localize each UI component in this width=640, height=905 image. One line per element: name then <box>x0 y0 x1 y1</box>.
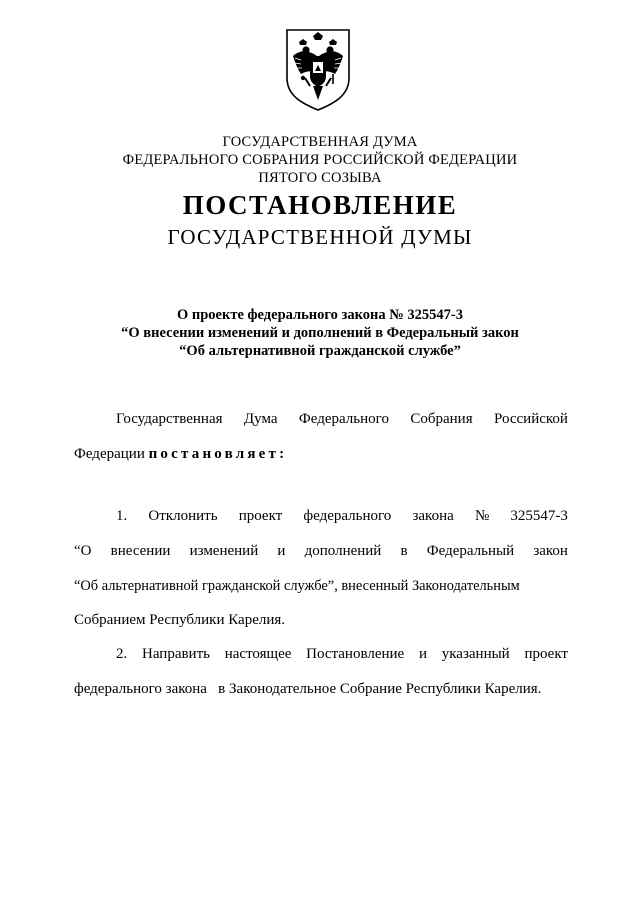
item-1-line-2 <box>74 541 568 561</box>
preamble-line-2 <box>74 444 568 464</box>
item-2-word: указанный <box>441 646 510 662</box>
item-1-word: проект <box>238 508 283 524</box>
preamble-word: Дума <box>243 411 278 427</box>
item-1-word: внесении <box>110 543 171 559</box>
item-1-word: федерального <box>303 508 392 524</box>
item-1-word: Отклонить <box>148 508 218 524</box>
item-2-word: настоящее <box>224 646 292 662</box>
document-type-title: ПОСТАНОВЛЕНИЕ <box>182 190 458 220</box>
item-1-word: 325547-3 <box>510 508 568 524</box>
preamble-word: Федерального <box>298 411 389 427</box>
item-2-line-1 <box>116 644 568 664</box>
item-2-word: проект <box>524 646 568 662</box>
document-type-subtitle: ГОСУДАРСТВЕННОЙ ДУМЫ <box>167 225 473 249</box>
item-1-word: Федеральный <box>426 543 515 559</box>
coat-of-arms-emblem <box>283 26 353 112</box>
item-1-word: изменений <box>189 543 259 559</box>
issuer-line-2: ФЕДЕРАЛЬНОГО СОБРАНИЯ РОССИЙСКОЙ ФЕДЕРАЦИИ <box>122 152 518 168</box>
resolves-verb: постановляет: <box>148 446 288 462</box>
item-1-word: в <box>400 543 408 559</box>
item-1-word: 1. <box>116 508 128 524</box>
item-2-word: Постановление <box>306 646 405 662</box>
item-1-line-1 <box>116 506 568 526</box>
issuer-header <box>0 133 640 187</box>
preamble-word: Российской <box>494 411 568 427</box>
item-2-line-2: федерального закона в Законодательное Собрание Республики Карелия. <box>74 681 542 697</box>
item-2-word: Направить <box>142 646 210 662</box>
preamble-subject: Федерации <box>74 446 145 462</box>
subject-line-3: “Об альтернативной гражданской службе” <box>179 343 461 359</box>
item-1-word: № <box>474 508 490 524</box>
item-1-word: закона <box>412 508 454 524</box>
item-1-word: и <box>277 543 286 559</box>
subject-line-2: “О внесении изменений и дополнений в Федеральный закон <box>121 325 519 341</box>
item-1-line-4: Собранием Республики Карелия. <box>74 612 286 628</box>
document-subject <box>0 306 640 360</box>
preamble-word: Собрания <box>410 411 473 427</box>
preamble-line-1 <box>116 409 568 429</box>
item-1-word: “О <box>74 543 92 559</box>
issuer-line-1: ГОСУДАРСТВЕННАЯ ДУМА <box>222 134 418 150</box>
item-2-word: 2. <box>116 646 128 662</box>
issuer-line-3: ПЯТОГО СОЗЫВА <box>258 170 382 186</box>
item-1-line-3: “Об альтернативной гражданской службе”, внесенный Законодательным <box>74 578 520 594</box>
item-1-word: дополнений <box>304 543 382 559</box>
subject-line-1: О проекте федерального закона № 325547-3 <box>176 307 464 323</box>
item-1-word: закон <box>533 543 568 559</box>
item-2-word: и <box>418 646 427 662</box>
preamble-word: Государственная <box>116 411 223 427</box>
